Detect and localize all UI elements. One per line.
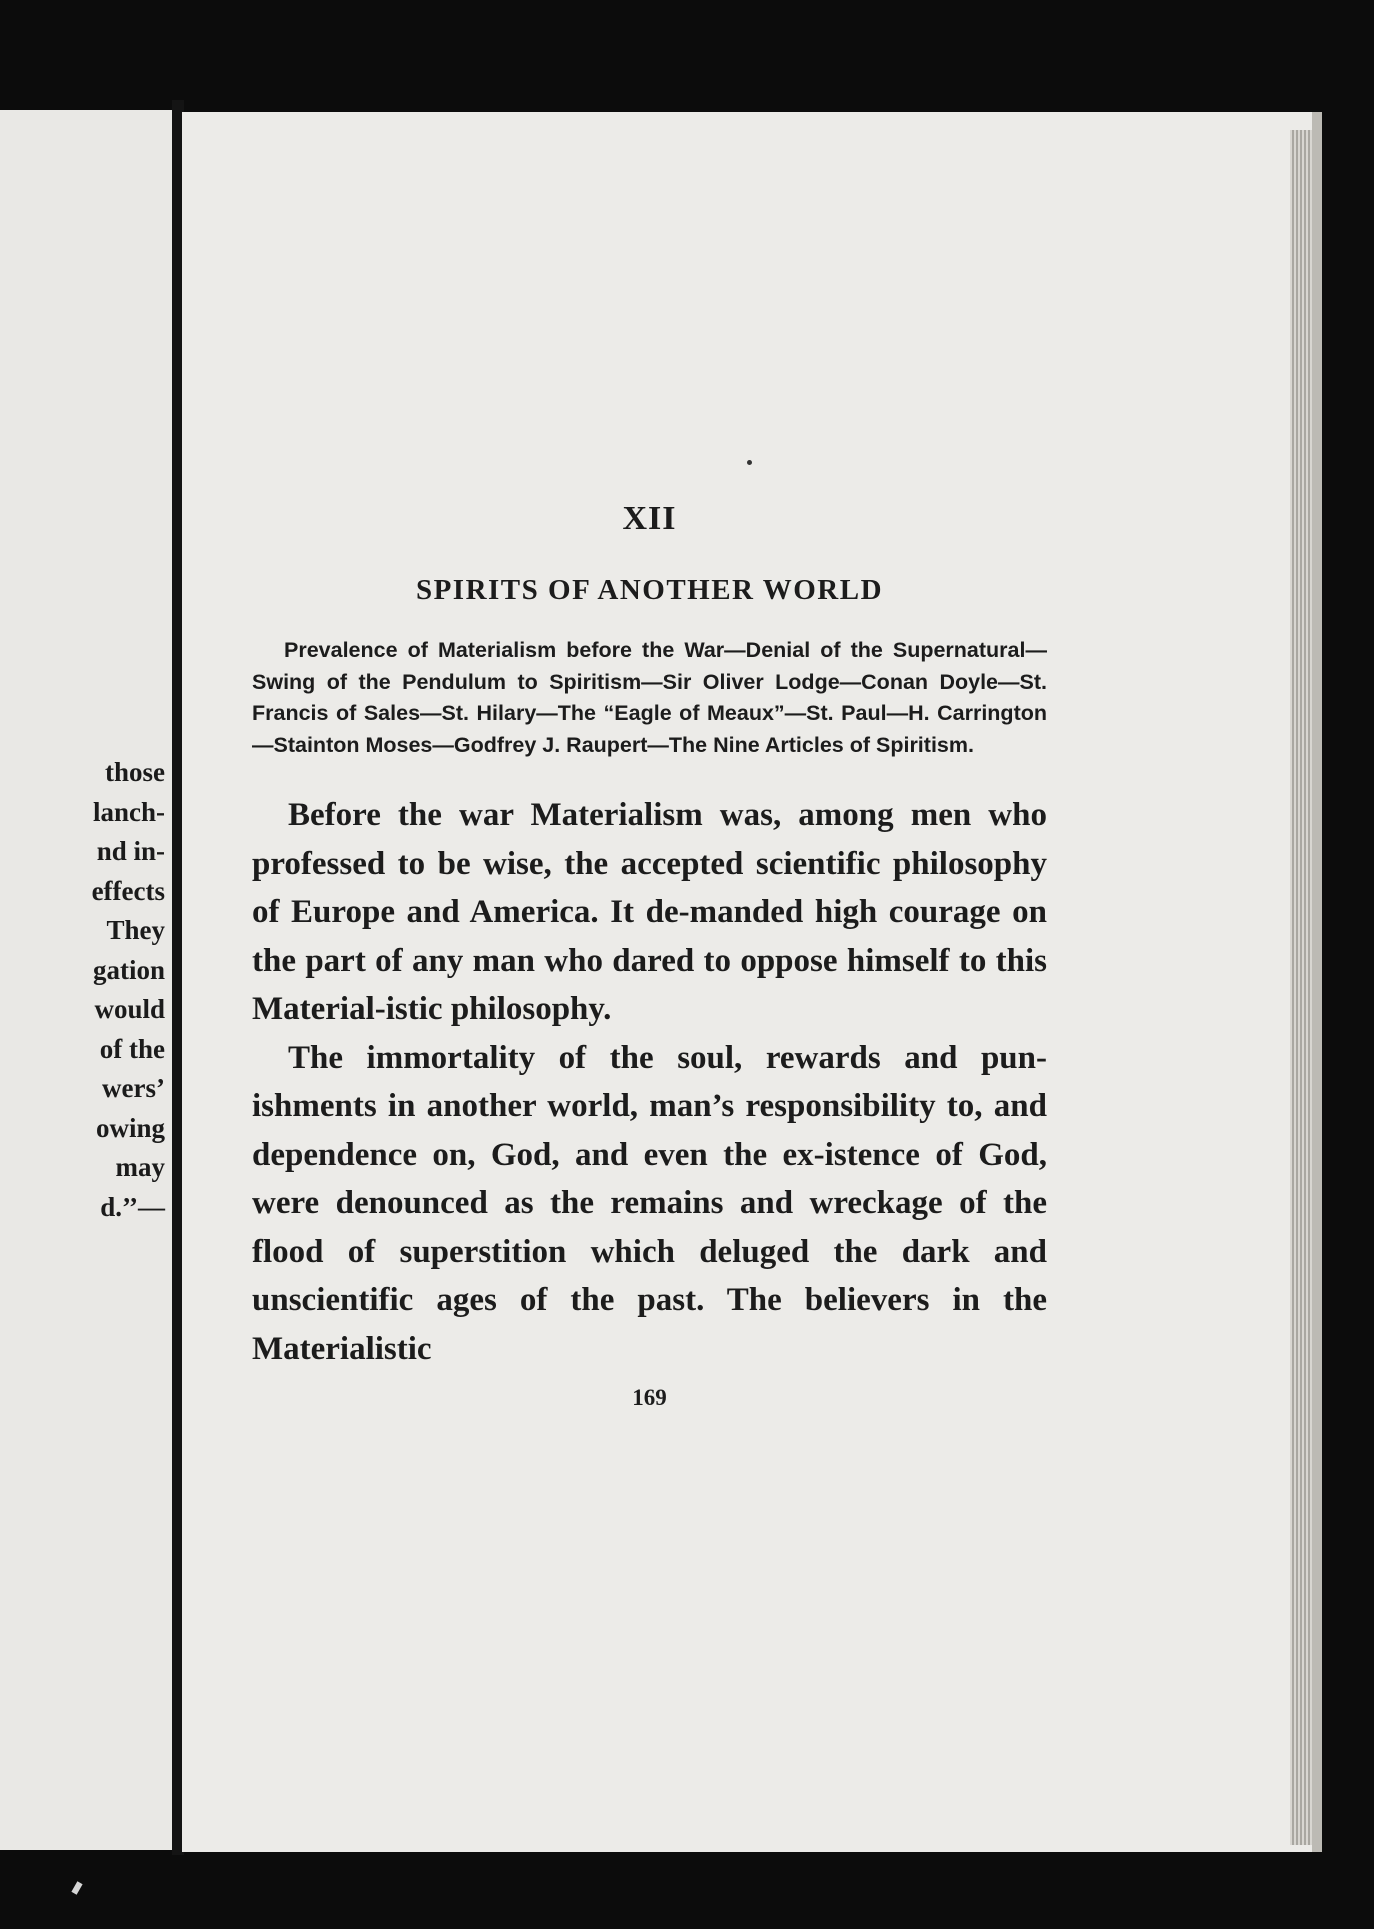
body-paragraph: The immortality of the soul, rewards and pun-ishments in another world, man’s responsibility to, and dependence on, God, and even the ex-istence of God, were denounced as the remains and wreckage of the flood of superstition which deluged the dark and unscientific ages of the past. The believers in the Materialistic [252, 1039, 1047, 1367]
left-line: nd in- [96, 836, 165, 866]
left-line: of the [99, 1033, 165, 1064]
left-line: would [94, 994, 165, 1024]
page-number: 169 [632, 1385, 667, 1410]
left-line: may [115, 1152, 165, 1182]
body-paragraph: Before the war Materialism was, among men who professed to be wise, the accepted scientific philosophy of Europe and America. It de-manded high courage on the part of any man who dared to oppose himself to this Material-istic philosophy. [252, 797, 1047, 1027]
page-edge-stack [1290, 130, 1312, 1845]
left-line: effects [91, 875, 165, 906]
scan-mark [71, 1881, 82, 1894]
left-line: They [106, 915, 165, 945]
chapter-synopsis: Prevalence of Materialism before the War—Denial of the Supernatural—Swing of the Pendulum to Spiritism—Sir Oliver Lodge—Conan Doyle—St. Francis of Sales—St. Hilary—The “Eagle of Meaux”—St. Paul—H. Carrington —Stainton Moses—Godfrey J. Raupert—The Nine Articles of Spiritism. [252, 638, 1047, 757]
left-line: gation [92, 954, 165, 985]
right-page [182, 112, 1322, 1852]
left-line: lanch- [92, 796, 165, 827]
stray-dot [747, 460, 752, 465]
left-page-text-fragment [0, 753, 165, 1227]
left-page [0, 110, 175, 1850]
left-line: wers’ [102, 1073, 165, 1103]
chapter-title: SPIRITS OF ANOTHER WORLD [415, 574, 884, 606]
left-line: those [105, 757, 165, 787]
chapter-number: XII [622, 500, 677, 537]
page-text-block [252, 500, 1047, 1411]
left-line: owing [95, 1112, 165, 1143]
left-line: d.’’— [100, 1191, 165, 1222]
